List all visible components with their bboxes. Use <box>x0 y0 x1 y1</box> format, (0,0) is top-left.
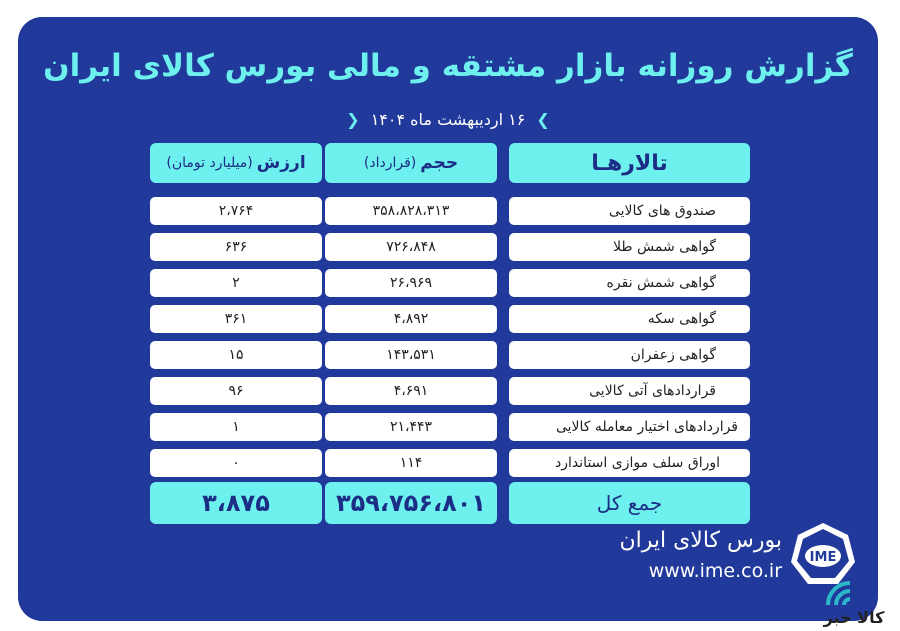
row-volume: ۳۵۸،۸۲۸،۳۱۳ <box>325 197 497 225</box>
row-name: گواهی زعفران <box>509 341 750 369</box>
row-value: ۹۶ <box>150 377 322 405</box>
row-value: ۲ <box>150 269 322 297</box>
row-volume: ۲۶،۹۶۹ <box>325 269 497 297</box>
total-label: جمع کل <box>509 482 750 524</box>
row-value: ۲،۷۶۴ <box>150 197 322 225</box>
chevron-right-icon: ❯ <box>536 110 550 129</box>
kala-khabar-logo-icon <box>820 575 890 631</box>
row-name: گواهی شمش طلا <box>509 233 750 261</box>
row-volume: ۴،۸۹۲ <box>325 305 497 333</box>
total-volume: ۳۵۹،۷۵۶،۸۰۱ <box>325 482 497 524</box>
row-value: ۱۵ <box>150 341 322 369</box>
logo-text: IME <box>809 550 837 565</box>
total-value: ۳،۸۷۵ <box>150 482 322 524</box>
header-value <box>150 143 322 183</box>
header-name: تالارهـا <box>509 143 750 183</box>
row-name: قراردادهای اختیار معامله کالایی <box>509 413 750 441</box>
header-volume-label: حجم <box>420 153 459 173</box>
brand-url: www.ime.co.ir <box>648 560 782 582</box>
row-volume: ۲۱،۴۴۳ <box>325 413 497 441</box>
row-value: ۶۳۶ <box>150 233 322 261</box>
date-text: ۱۶ اردیبهشت ماه ۱۴۰۴ <box>370 110 526 129</box>
row-value: ۰ <box>150 449 322 477</box>
row-name: صندوق های کالایی <box>509 197 750 225</box>
row-name: اوراق سلف موازی استاندارد <box>509 449 750 477</box>
row-volume: ۴،۶۹۱ <box>325 377 497 405</box>
header-value-unit: (میلیارد تومان) <box>166 155 253 171</box>
brand-name: بورس کالای ایران <box>619 528 782 553</box>
header-volume <box>325 143 497 183</box>
row-volume: ۱۴۳،۵۳۱ <box>325 341 497 369</box>
report-title: گزارش روزانه بازار مشتقه و مالی بورس کالای ایران <box>43 48 853 84</box>
row-name: گواهی شمش نقره <box>509 269 750 297</box>
row-volume: ۱۱۴ <box>325 449 497 477</box>
row-value: ۱ <box>150 413 322 441</box>
row-name: گواهی سکه <box>509 305 750 333</box>
header-value-label: ارزش <box>256 153 306 173</box>
chevron-left-icon: ❮ <box>346 110 360 129</box>
header-volume-unit: (قرارداد) <box>363 155 417 171</box>
corner-logo-text: کالا خبر <box>823 608 885 627</box>
row-name: قراردادهای آتی کالایی <box>509 377 750 405</box>
row-value: ۳۶۱ <box>150 305 322 333</box>
row-volume: ۷۲۶،۸۴۸ <box>325 233 497 261</box>
report-date <box>18 110 878 129</box>
